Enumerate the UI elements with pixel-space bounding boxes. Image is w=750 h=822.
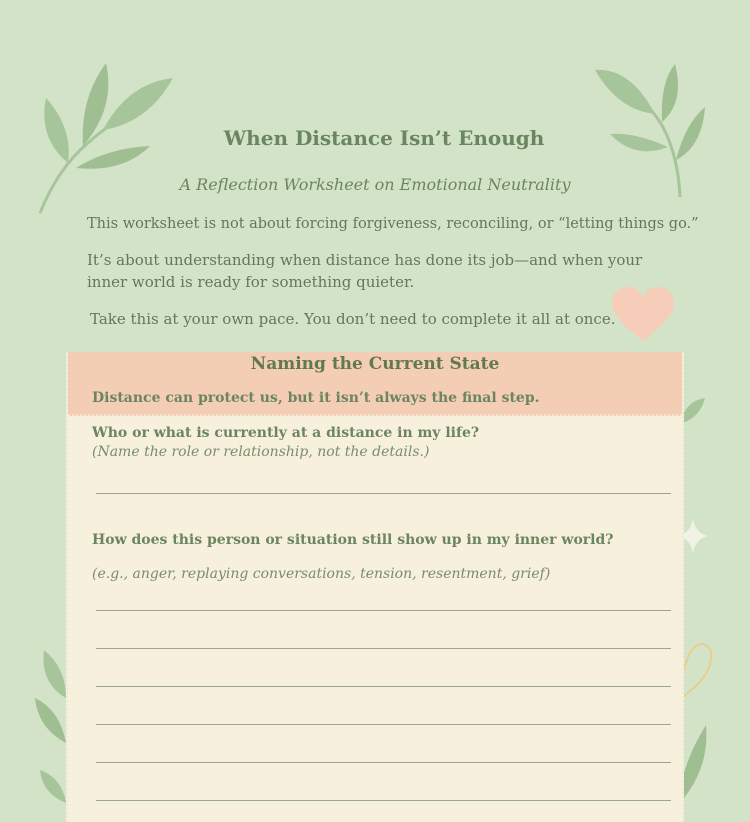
leaf-branch-icon xyxy=(30,648,68,807)
answer-line[interactable] xyxy=(96,762,671,763)
leaf-branch-icon xyxy=(680,396,710,426)
question-2-hint: (e.g., anger, replaying conversations, tension, resentment, grief) xyxy=(92,566,551,582)
section-header xyxy=(68,352,682,416)
answer-line[interactable] xyxy=(96,800,671,801)
question-1: Who or what is currently at a distance in my life? xyxy=(92,425,480,441)
answer-line[interactable] xyxy=(96,610,671,611)
answer-line[interactable] xyxy=(96,686,671,687)
answer-line[interactable] xyxy=(96,724,671,725)
section-subtitle: Distance can protect us, but it isn’t always the final step. xyxy=(92,390,540,406)
worksheet-subtitle: A Reflection Worksheet on Emotional Neutrality xyxy=(179,175,571,194)
answer-line[interactable] xyxy=(96,648,671,649)
worksheet-title: When Distance Isn’t Enough xyxy=(223,126,545,150)
intro-paragraph-1: This worksheet is not about forcing forgiveness, reconciling, or “letting things go.” xyxy=(87,216,699,232)
intro-paragraph-2: It’s about understanding when distance has done its job—and when your inner world is ready for something quieter. xyxy=(87,251,643,291)
question-1-hint: (Name the role or relationship, not the details.) xyxy=(92,444,430,460)
section-title: Naming the Current State xyxy=(250,354,500,374)
worksheet-card xyxy=(66,352,684,822)
intro-paragraph-3: Take this at your own pace. You don’t need to complete it all at once. xyxy=(90,310,616,328)
question-2: How does this person or situation still show up in my inner world? xyxy=(92,532,614,548)
answer-line[interactable] xyxy=(96,493,671,494)
